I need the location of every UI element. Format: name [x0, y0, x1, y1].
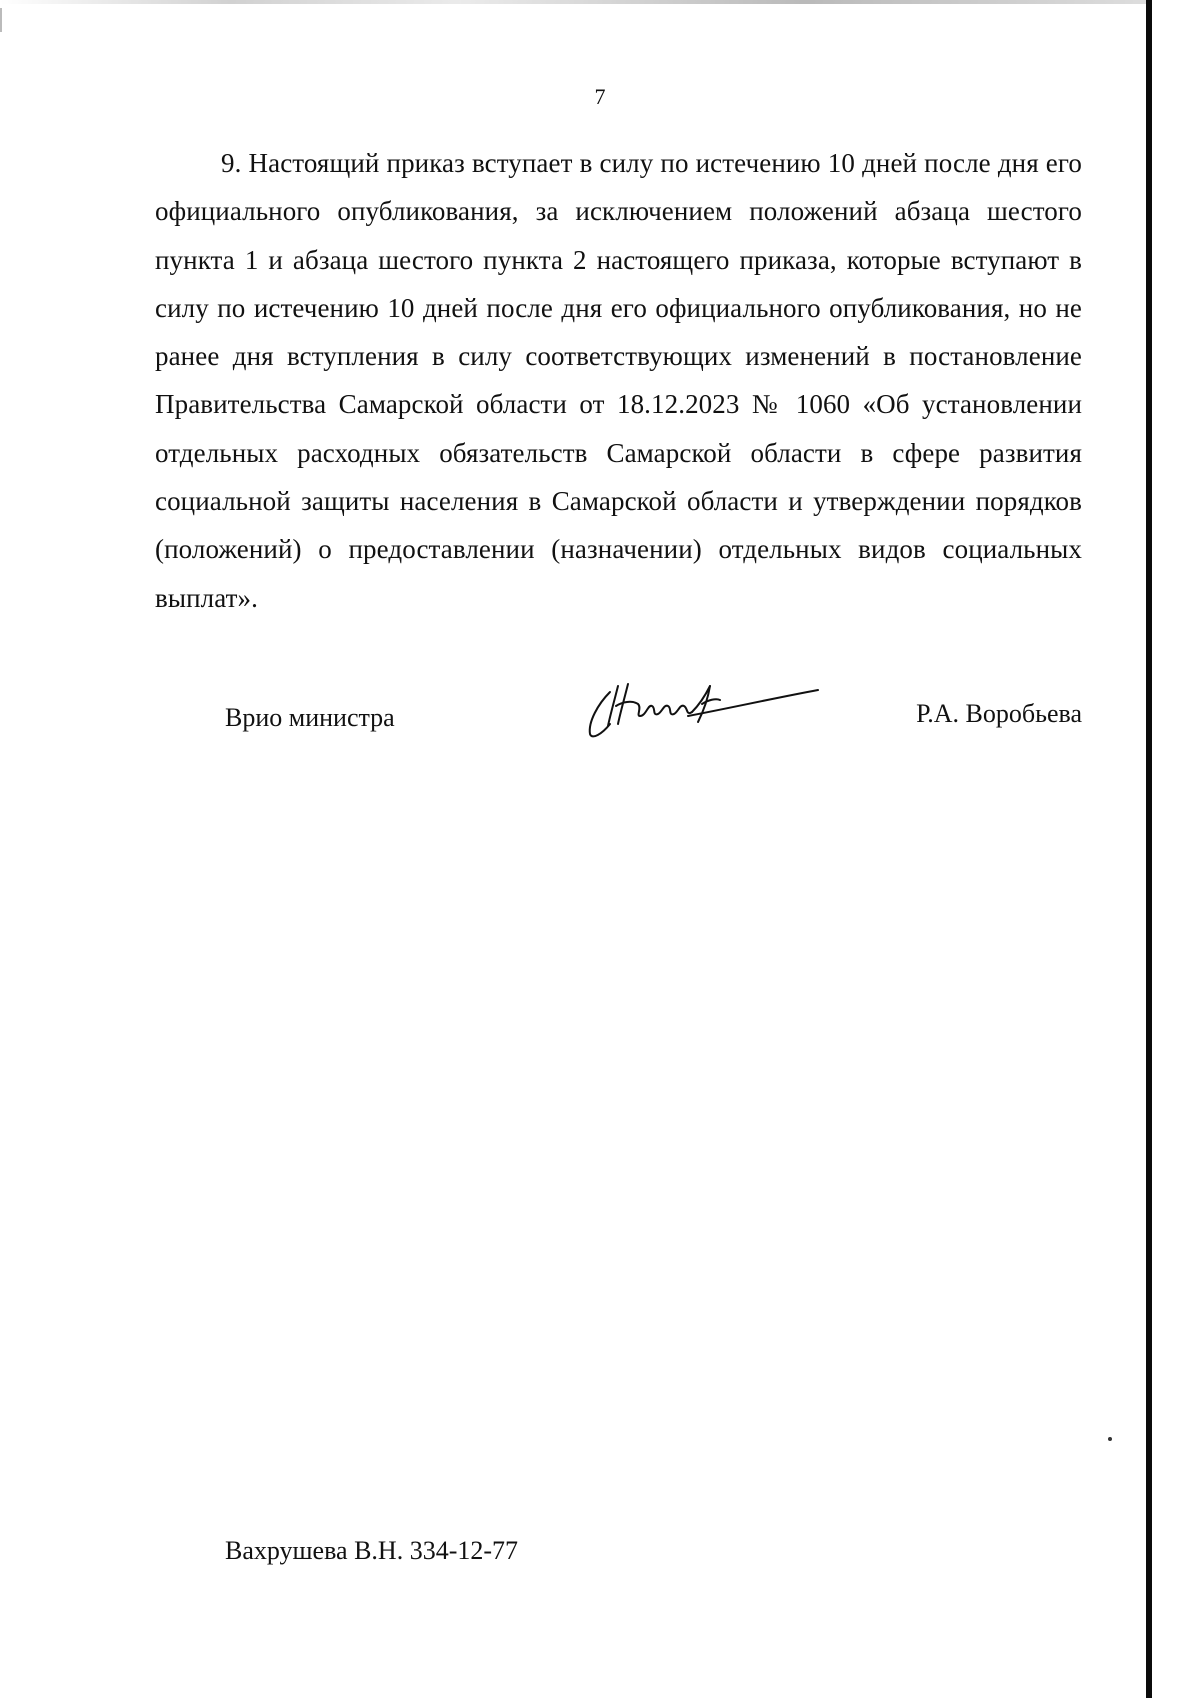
scan-edge-right: [1146, 0, 1152, 1698]
signer-name: Р.А. Воробьева: [916, 699, 1082, 728]
scan-mark-left: [0, 8, 12, 32]
handwritten-signature: [580, 664, 830, 744]
body-paragraph: 9. Настоящий приказ вступает в силу по истечению 10 дней после дня его официального опубликования, за исключением положений абзаца шестого пункта 1 и абзаца шестого пункта 2 настоящего приказа, которые вступают в силу по истечению 10 дней после дня его официального опубликования, но не ранее дня вступления в силу соответствующих изменений в постановление Правительства Самарской области от 18.12.2023 № 1060 «Об установлении отдельных расходных обязательств Самарской области в сфере развития социальной защиты населения в Самарской области и утверждении порядков (положений) о предоставлении (назначении) отдельных видов социальных выплат».: [155, 148, 1082, 613]
page-number: 7: [594, 84, 606, 109]
executor-contact: Вахрушева В.Н. 334-12-77: [225, 1536, 519, 1565]
scan-edge-top: [0, 0, 1152, 4]
signer-title: Врио министра: [225, 703, 395, 732]
scan-speck: [1108, 1437, 1112, 1441]
